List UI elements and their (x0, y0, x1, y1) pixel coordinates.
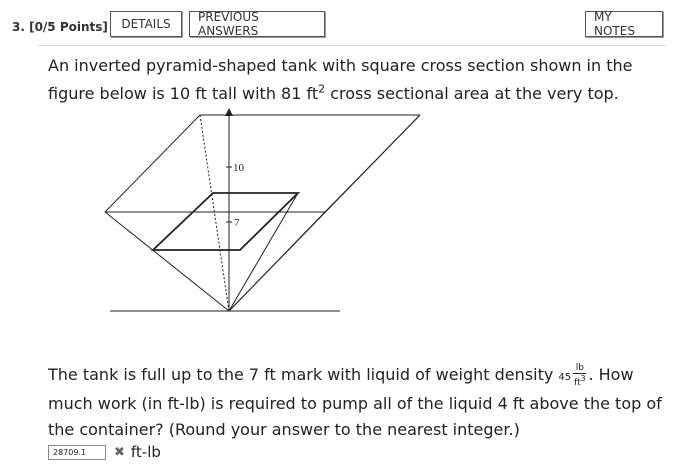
answer-input[interactable]: 28709.1 (48, 445, 106, 460)
answer-row (48, 443, 161, 461)
pyramid-tank-figure (100, 105, 420, 330)
density-value: 45 (558, 372, 572, 383)
answer-unit: ft-lb (130, 443, 161, 461)
details-button[interactable]: DETAILS (110, 11, 182, 37)
top-edge-left (105, 115, 200, 212)
liquid-surface (153, 193, 298, 250)
header-divider (38, 45, 666, 46)
problem-statement: An inverted pyramid-shaped tank with square cross section shown in the figure below is 10 ft tall with 81 $ft^2$ cross sectional area at the very top. (48, 56, 633, 103)
question-text: The tank is full up to the 7 ft mark with liquid of weight density 45 $\frac{lb}{ft^3}$ . How much work (in ft-lb) is required to pump all of the liquid 4 ft above the top of the container? (Round your answer to the nearest integer.) (48, 362, 662, 439)
question-number: 3. [0/5 Points] (12, 20, 108, 34)
incorrect-x-icon: ✖ (114, 444, 125, 460)
label-7: 7 (234, 217, 240, 229)
edge-back (200, 115, 229, 311)
my-notes-button[interactable]: MY NOTES (585, 11, 663, 37)
edge-right (229, 115, 420, 311)
label-10: 10 (233, 162, 244, 174)
density-unit-fraction: $\frac{lb}{ft^3}$ (574, 362, 586, 388)
previous-answers-button[interactable]: PREVIOUS ANSWERS (189, 11, 325, 37)
liquid-right-edge (229, 193, 298, 311)
edge-left (105, 212, 229, 311)
axis-arrow (225, 108, 233, 116)
